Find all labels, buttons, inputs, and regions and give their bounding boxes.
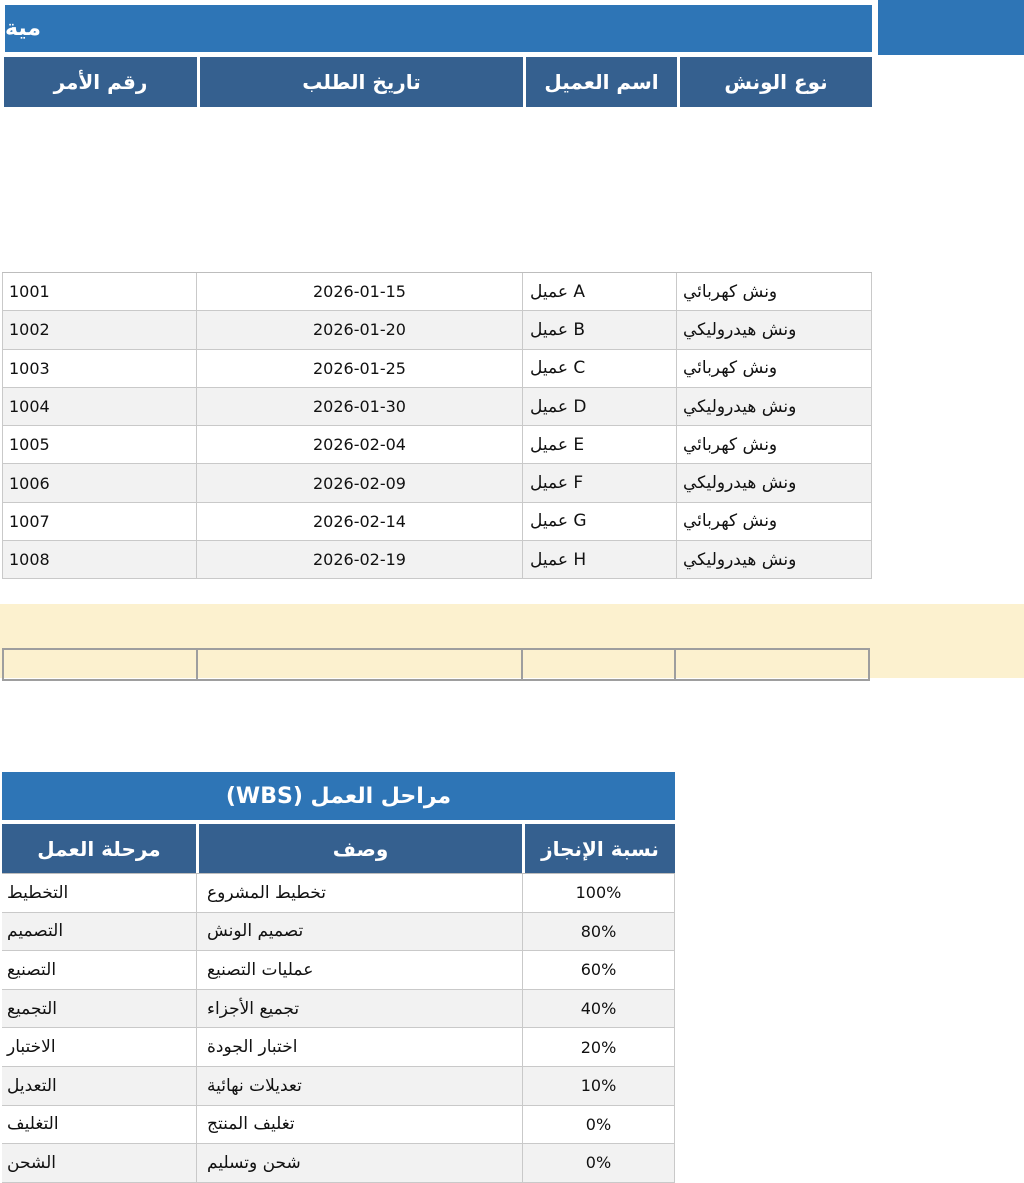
cell-request-date[interactable]: 2026-01-25 bbox=[197, 350, 523, 388]
order-row bbox=[2, 273, 872, 311]
cell-client[interactable]: عميل G bbox=[523, 503, 677, 541]
cell-completion[interactable]: 60% bbox=[523, 951, 675, 990]
wbs-header-completion: نسبة الإنجاز bbox=[525, 824, 675, 873]
cell-request-date[interactable]: 2026-01-30 bbox=[197, 388, 523, 426]
wbs-header-stage: مرحلة العمل bbox=[2, 824, 196, 873]
cell-completion[interactable]: 0% bbox=[523, 1106, 675, 1145]
wbs-title-text: مراحل العمل (WBS) bbox=[225, 783, 452, 809]
cell-description[interactable]: تخطيط المشروع bbox=[197, 874, 523, 913]
cell-description[interactable]: شحن وتسليم bbox=[197, 1144, 523, 1183]
cell-description[interactable]: تصميم الونش bbox=[197, 913, 523, 952]
empty-cell-order-no[interactable] bbox=[2, 648, 198, 681]
wbs-row bbox=[2, 1067, 675, 1106]
cell-request-date[interactable]: 2026-02-14 bbox=[197, 503, 523, 541]
wbs-row bbox=[2, 951, 675, 990]
cell-winch-type[interactable]: ونش كهربائي bbox=[677, 350, 872, 388]
wbs-row bbox=[2, 1144, 675, 1183]
wbs-row bbox=[2, 1028, 675, 1067]
wbs-table-header bbox=[2, 824, 675, 873]
cell-stage[interactable]: التصميم bbox=[2, 913, 197, 952]
orders-header-order-no: رقم الأمر bbox=[4, 57, 197, 107]
wbs-row bbox=[2, 1106, 675, 1145]
cell-winch-type[interactable]: ونش هيدروليكي bbox=[677, 311, 872, 349]
cell-request-date[interactable]: 2026-02-19 bbox=[197, 541, 523, 579]
cell-stage[interactable]: الاختبار bbox=[2, 1028, 197, 1067]
cell-stage[interactable]: التعديل bbox=[2, 1067, 197, 1106]
orders-table-header bbox=[4, 57, 872, 107]
cell-description[interactable]: تعديلات نهائية bbox=[197, 1067, 523, 1106]
order-row bbox=[2, 503, 872, 541]
cell-request-date[interactable]: 2026-02-04 bbox=[197, 426, 523, 464]
cell-winch-type[interactable]: ونش كهربائي bbox=[677, 273, 872, 311]
cell-client[interactable]: عميل E bbox=[523, 426, 677, 464]
cell-stage[interactable]: الشحن bbox=[2, 1144, 197, 1183]
wbs-header-description: وصف bbox=[199, 824, 522, 873]
orders-table bbox=[2, 272, 872, 579]
cell-winch-type[interactable]: ونش هيدروليكي bbox=[677, 388, 872, 426]
order-row bbox=[2, 426, 872, 464]
cell-request-date[interactable]: 2026-01-15 bbox=[197, 273, 523, 311]
empty-entry-row bbox=[2, 648, 872, 681]
cell-completion[interactable]: 40% bbox=[523, 990, 675, 1029]
wbs-row bbox=[2, 913, 675, 952]
cell-order-no[interactable]: 1008 bbox=[2, 541, 197, 579]
cell-stage[interactable]: التصنيع bbox=[2, 951, 197, 990]
order-row bbox=[2, 350, 872, 388]
cell-winch-type[interactable]: ونش هيدروليكي bbox=[677, 464, 872, 502]
cell-request-date[interactable]: 2026-02-09 bbox=[197, 464, 523, 502]
cell-order-no[interactable]: 1005 bbox=[2, 426, 197, 464]
cell-winch-type[interactable]: ونش كهربائي bbox=[677, 426, 872, 464]
cell-order-no[interactable]: 1004 bbox=[2, 388, 197, 426]
cell-stage[interactable]: التغليف bbox=[2, 1106, 197, 1145]
cell-stage[interactable]: التجميع bbox=[2, 990, 197, 1029]
order-row bbox=[2, 311, 872, 349]
order-row bbox=[2, 464, 872, 502]
empty-cell-winch-type[interactable] bbox=[674, 648, 870, 681]
cell-order-no[interactable]: 1001 bbox=[2, 273, 197, 311]
empty-cell-client[interactable] bbox=[521, 648, 676, 681]
order-row bbox=[2, 541, 872, 579]
order-row bbox=[2, 388, 872, 426]
cell-request-date[interactable]: 2026-01-20 bbox=[197, 311, 523, 349]
cell-description[interactable]: عمليات التصنيع bbox=[197, 951, 523, 990]
cell-completion[interactable]: 20% bbox=[523, 1028, 675, 1067]
cell-description[interactable]: تجميع الأجزاء bbox=[197, 990, 523, 1029]
cell-description[interactable]: اختبار الجودة bbox=[197, 1028, 523, 1067]
sheet-title-bar bbox=[5, 5, 872, 52]
cell-completion[interactable]: 100% bbox=[523, 874, 675, 913]
cell-order-no[interactable]: 1003 bbox=[2, 350, 197, 388]
cell-winch-type[interactable]: ونش كهربائي bbox=[677, 503, 872, 541]
cell-stage[interactable]: التخطيط bbox=[2, 874, 197, 913]
cell-client[interactable]: عميل F bbox=[523, 464, 677, 502]
cell-completion[interactable]: 0% bbox=[523, 1144, 675, 1183]
cell-order-no[interactable]: 1006 bbox=[2, 464, 197, 502]
cell-completion[interactable]: 10% bbox=[523, 1067, 675, 1106]
cell-client[interactable]: عميل C bbox=[523, 350, 677, 388]
top-right-blue-block bbox=[878, 0, 1024, 55]
cell-client[interactable]: عميل B bbox=[523, 311, 677, 349]
cell-winch-type[interactable]: ونش هيدروليكي bbox=[677, 541, 872, 579]
cell-description[interactable]: تغليف المنتج bbox=[197, 1106, 523, 1145]
cell-client[interactable]: عميل A bbox=[523, 273, 677, 311]
wbs-section-title bbox=[2, 772, 675, 820]
empty-cell-request-date[interactable] bbox=[196, 648, 523, 681]
wbs-table bbox=[2, 873, 675, 1183]
cell-completion[interactable]: 80% bbox=[523, 913, 675, 952]
cell-order-no[interactable]: 1002 bbox=[2, 311, 197, 349]
wbs-row bbox=[2, 874, 675, 913]
sheet-title-text: مية bbox=[5, 16, 41, 41]
cell-client[interactable]: عميل D bbox=[523, 388, 677, 426]
cell-order-no[interactable]: 1007 bbox=[2, 503, 197, 541]
wbs-row bbox=[2, 990, 675, 1029]
orders-header-winch-type: نوع الونش bbox=[680, 57, 872, 107]
orders-header-request-date: تاريخ الطلب bbox=[200, 57, 523, 107]
cell-client[interactable]: عميل H bbox=[523, 541, 677, 579]
orders-header-client: اسم العميل bbox=[526, 57, 677, 107]
